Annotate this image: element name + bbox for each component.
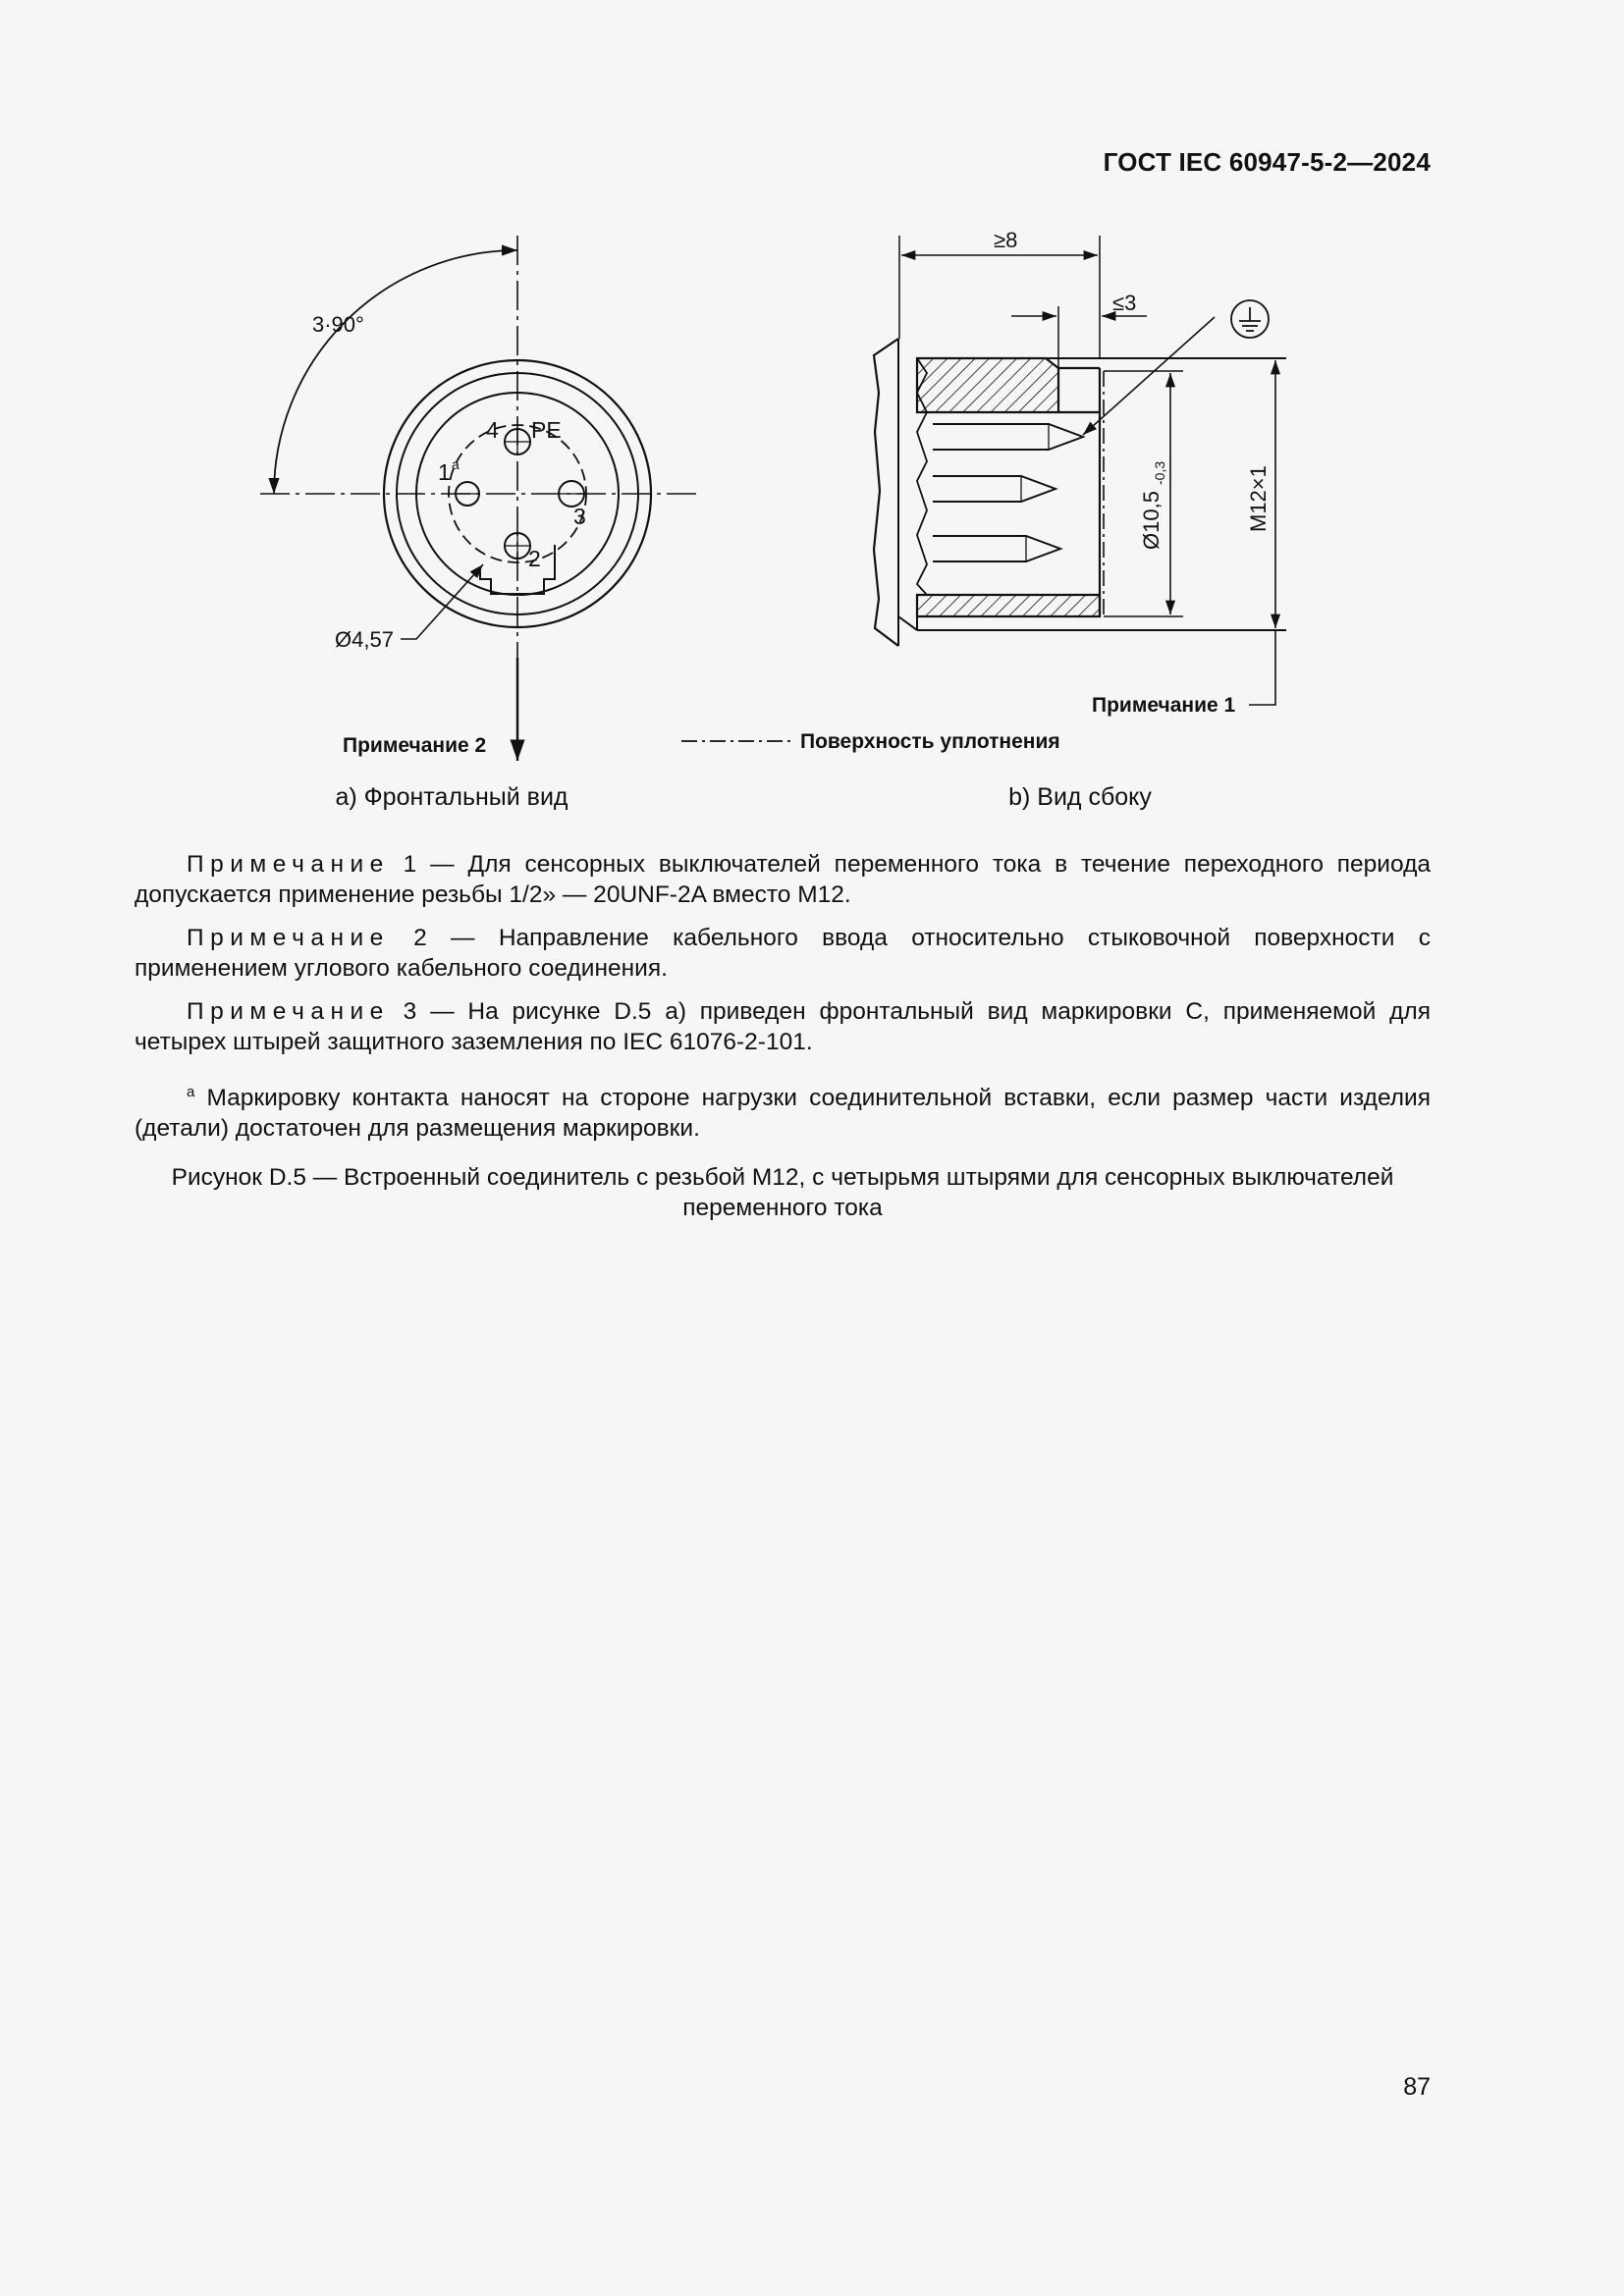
caption-side-view: b) Вид сбоку — [1008, 783, 1152, 811]
note-2-label: Примечание 2 — [343, 734, 487, 757]
caption-front-view: a) Фронтальный вид — [335, 783, 568, 811]
footnote — [135, 1077, 1431, 1144]
note-1 — [135, 849, 1431, 910]
footnote-marker: a — [187, 1084, 195, 1100]
note-number: 2 — [413, 925, 427, 951]
technical-drawing — [0, 0, 1624, 883]
notes-block — [135, 849, 1431, 1156]
note-1-label: Примечание 1 — [1092, 694, 1236, 717]
pin-pe-label: PE — [531, 417, 562, 443]
pin-4-label: 4 — [486, 417, 499, 443]
figure-title — [135, 1162, 1431, 1223]
diameter-label: Ø4,57 — [335, 627, 394, 652]
dim-inner-label: Ø10,5 — [1139, 491, 1164, 550]
dim-top-label: ≥8 — [994, 228, 1018, 252]
angle-label: 3·90° — [312, 312, 364, 337]
pin-3-label: 3 — [573, 504, 586, 529]
document-header: ГОСТ IEC 60947-5-2—2024 — [1103, 147, 1431, 177]
note-number: 3 — [403, 998, 417, 1025]
pin-2-label: 2 — [528, 546, 541, 571]
sealing-surface-legend: Поверхность уплотнения — [800, 730, 1060, 753]
note-3 — [135, 996, 1431, 1057]
page-number: 87 — [1403, 2073, 1431, 2101]
note-text: — Направление кабельного ввода относительно стыковочной поверхности с применением углового кабельного соединения. — [135, 925, 1432, 982]
note-text: — На рисунке D.5 а) приведен фронтальный вид маркировки С, применяемой для четырех штырей защитного заземления по IEC 61076-2-101. — [135, 998, 1431, 1055]
figure-title-line-2: переменного тока — [682, 1195, 883, 1221]
footnote-text: Маркировку контакта наносят на стороне нагрузки соединительной вставки, если размер части изделия (детали) достаточен для размещения маркировки. — [135, 1085, 1431, 1143]
dim-small-label: ≤3 — [1112, 291, 1137, 315]
note-label: Примечание — [187, 998, 390, 1025]
side-view-drawing — [681, 236, 1286, 741]
note-label: Примечание — [187, 851, 390, 878]
dim-thread-label: M12×1 — [1246, 465, 1271, 532]
dim-inner-tolerance: -0,3 — [1152, 460, 1167, 485]
pin-1-label: 1 — [438, 459, 451, 485]
note-number: 1 — [403, 851, 417, 878]
note-2 — [135, 923, 1431, 984]
figure-title-line-1: Рисунок D.5 — Встроенный соединитель с резьбой М12, с четырьмя штырями для сенсорных выключателей — [171, 1164, 1394, 1191]
note-text: — Для сенсорных выключателей переменного тока в течение переходного периода допускается применение резьбы 1/2» — 20UNF-2A вместо M12. — [135, 851, 1431, 908]
pin-1-superscript: a — [452, 456, 460, 472]
note-label: Примечание — [187, 925, 390, 951]
